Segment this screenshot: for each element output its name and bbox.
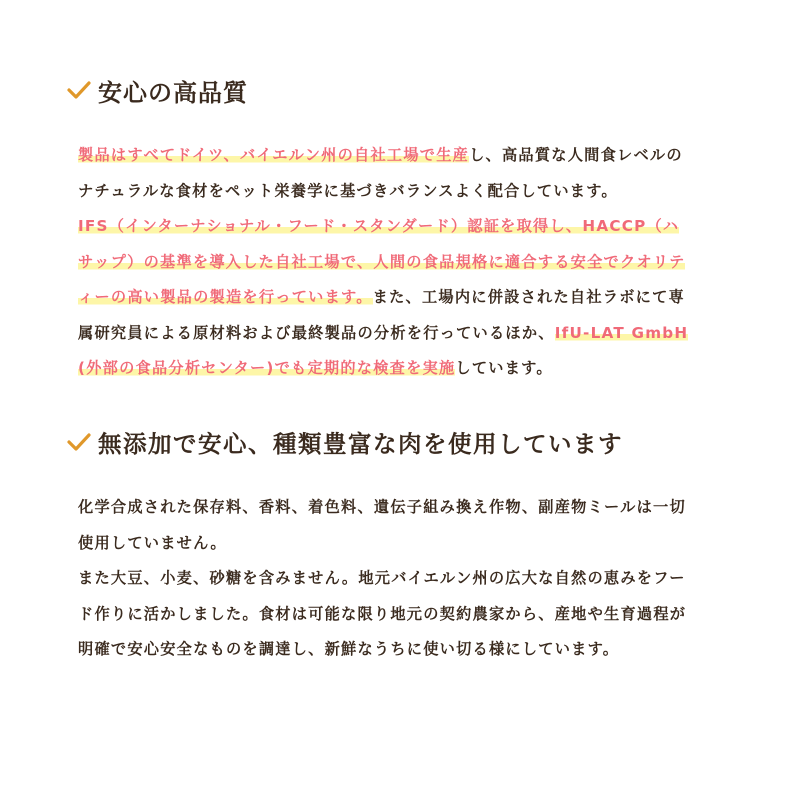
- body-text: し、高品質な人間食レベルの: [469, 146, 683, 164]
- paragraph-line: 化学合成された保存料、香料、着色料、遺伝子組み換え作物、副産物ミールは一切: [78, 498, 686, 516]
- highlighted-text: IfU-LAT GmbH: [554, 323, 689, 342]
- body-text: 属研究員による原材料および最終製品の分析を行っているほか、: [78, 323, 555, 342]
- paragraph-line: 使用していません。: [78, 533, 227, 552]
- highlighted-text: サップ）の基準を導入した自社工場で、人間の食品規格に適合する安全でクオリテ: [78, 252, 686, 271]
- section-paragraph: [78, 490, 728, 668]
- body-text: しています。: [455, 359, 553, 377]
- section-title: 無添加で安心、種類豊富な肉を使用しています: [98, 430, 623, 458]
- section-additive-free: [0, 424, 800, 658]
- paragraph-line: [78, 209, 728, 245]
- highlighted-text: 製品はすべてドイツ、バイエルン州の自社工場で生産: [78, 146, 470, 164]
- section-title: 安心の高品質: [98, 78, 248, 107]
- paragraph-line: また大豆、小麦、砂糖を含みません。地元バイエルン州の広大な自然の恵みをフー: [78, 569, 686, 587]
- body-text: ナチュラルな食材をペット栄養学に基づきバランスよく配合しています。: [78, 181, 618, 200]
- body-text: また、工場内に併設された自社ラボにて専: [372, 288, 685, 306]
- paragraph-line: [78, 245, 728, 281]
- paragraph-line: [78, 280, 728, 316]
- paragraph-line: [78, 316, 728, 352]
- section-high-quality: [0, 72, 800, 377]
- highlighted-text: (外部の食品分析センター)でも定期的な検査を実施: [78, 359, 456, 377]
- paragraph-line: ド作りに活かしました。食材は可能な限り地元の契約農家から、産地や生育過程が: [78, 604, 687, 623]
- paragraph-line: 明確で安心安全なものを調達し、新鮮なうちに使い切る様にしています。: [78, 640, 620, 658]
- paragraph-line: [78, 138, 728, 174]
- highlighted-text: ィーの高い製品の製造を行っています。: [78, 288, 373, 306]
- check-icon: [66, 79, 92, 101]
- paragraph-line: [78, 351, 728, 387]
- paragraph-line: [78, 174, 728, 210]
- highlighted-text: IFS（インターナショナル・フード・スタンダード）認証を取得し、HACCP（ハ: [78, 217, 680, 235]
- check-icon: [66, 431, 92, 453]
- section-paragraph: [78, 138, 728, 387]
- section-heading: [66, 72, 800, 108]
- section-heading: [66, 424, 800, 460]
